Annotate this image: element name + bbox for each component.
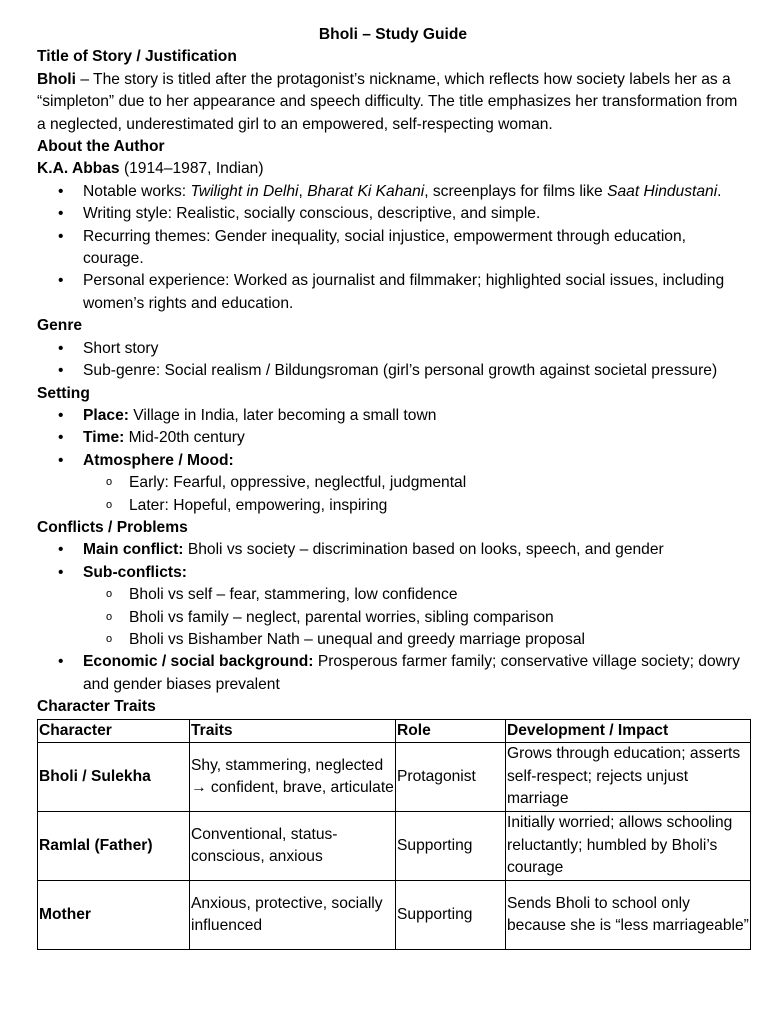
- works-end: .: [717, 182, 722, 200]
- works-separator: ,: [298, 182, 308, 200]
- role-cell: Protagonist: [396, 743, 506, 812]
- setting-list: [37, 405, 749, 517]
- author-line: [37, 158, 749, 180]
- table-row: [38, 881, 751, 950]
- author-list: [37, 181, 749, 315]
- mood-item: [37, 450, 749, 517]
- column-header-character: Character: [38, 719, 190, 742]
- author-meta: (1914–1987, Indian): [119, 160, 264, 178]
- main-conflict-label: Main conflict:: [83, 541, 184, 559]
- mood-sublist: [83, 472, 749, 517]
- place-text: Village in India, later becoming a small town: [128, 406, 437, 424]
- time-label: Time:: [83, 429, 125, 447]
- column-header-impact: Development / Impact: [506, 719, 751, 742]
- table-header-row: [38, 719, 751, 742]
- mood-later-item: o Later: Hopeful, empowering, inspiring: [37, 495, 749, 517]
- story-name: Bholi: [37, 70, 76, 88]
- work-twilight-in-delhi: Twilight in Delhi: [190, 182, 299, 200]
- main-conflict-text: Bholi vs society – discrimination based on looks, speech, and gender: [183, 541, 664, 559]
- study-guide-page: [37, 24, 749, 950]
- title-justification-heading: Title of Story / Justification: [37, 48, 237, 66]
- author-themes-item: • Recurring themes: Gender inequality, social injustice, empowerment through education, courage.: [37, 226, 749, 271]
- background-label: Economic / social background:: [83, 653, 314, 671]
- traits-cell: Conventional, status-conscious, anxious: [190, 812, 396, 881]
- works-prefix: Notable works:: [83, 182, 191, 200]
- author-heading: About the Author: [37, 138, 165, 156]
- title-justification-paragraph: [37, 69, 749, 136]
- role-cell: Supporting: [396, 881, 506, 950]
- page-title: Bholi – Study Guide: [318, 26, 468, 43]
- author-works-item: [37, 181, 749, 203]
- author-name: K.A. Abbas: [37, 160, 120, 178]
- mood-label: Atmosphere / Mood:: [83, 451, 234, 469]
- genre-heading: Genre: [37, 317, 83, 335]
- character-name-cell: Bholi / Sulekha: [38, 743, 190, 812]
- table-row: [38, 812, 751, 881]
- work-bharat-ki-kahani: Bharat Ki Kahani: [307, 182, 425, 200]
- conflicts-list: [37, 539, 749, 696]
- subgenre-item: • Sub-genre: Social realism / Bildungsroman (girl’s personal growth against societal pressure): [37, 360, 749, 382]
- sub-conflicts-item: [37, 562, 749, 652]
- character-traits-heading: Character Traits: [37, 698, 156, 716]
- impact-cell: Sends Bholi to school only because she is “less marriageable”: [506, 881, 751, 950]
- background-item: [37, 651, 749, 696]
- place-item: [37, 405, 749, 427]
- place-label: Place:: [83, 406, 129, 424]
- background-text: Prosperous farmer family; conservative village society; dowry and gender biases prevalent: [83, 653, 740, 693]
- work-saat-hindustani: Saat Hindustani: [607, 182, 718, 200]
- author-experience-item: • Personal experience: Worked as journalist and filmmaker; highlighted social issues, including women’s rights and education.: [37, 270, 749, 315]
- sub-conflicts-label: Sub-conflicts:: [83, 563, 187, 581]
- column-header-role: Role: [396, 719, 506, 742]
- table-row: [38, 743, 751, 812]
- sub-conflict-self: o Bholi vs self – fear, stammering, low confidence: [37, 584, 749, 606]
- column-header-traits: Traits: [190, 719, 396, 742]
- sub-conflicts-sublist: [83, 584, 749, 651]
- impact-cell: Initially worried; allows schooling reluctantly; humbled by Bholi’s courage: [506, 812, 751, 881]
- traits-cell: Anxious, protective, socially influenced: [190, 881, 396, 950]
- works-mid: , screenplays for films like: [424, 182, 608, 200]
- genre-list: [37, 338, 749, 383]
- traits-cell: Shy, stammering, neglected → confident, brave, articulate: [190, 743, 396, 812]
- role-cell: Supporting: [396, 812, 506, 881]
- sub-conflict-bishamber: o Bholi vs Bishamber Nath – unequal and greedy marriage proposal: [37, 629, 749, 651]
- title-justification-text: – The story is titled after the protagonist’s nickname, which reflects how society labels her as a “simpleton” due to her appearance and speech difficulty. The title emphasizes her transformation from a neglected, underestimated girl to an empowered, self-respecting woman.: [37, 70, 738, 133]
- main-conflict-item: [37, 539, 749, 561]
- genre-item: • Short story: [37, 338, 749, 360]
- character-name-cell: Mother: [38, 881, 190, 950]
- character-traits-table: [37, 719, 751, 950]
- conflicts-heading: Conflicts / Problems: [37, 518, 188, 536]
- character-name-cell: Ramlal (Father): [38, 812, 190, 881]
- time-item: [37, 427, 749, 449]
- impact-cell: Grows through education; asserts self-respect; rejects unjust marriage: [506, 743, 751, 812]
- setting-heading: Setting: [37, 384, 90, 402]
- sub-conflict-family: o Bholi vs family – neglect, parental worries, sibling comparison: [37, 607, 749, 629]
- time-text: Mid-20th century: [124, 429, 245, 447]
- mood-early-item: o Early: Fearful, oppressive, neglectful, judgmental: [37, 472, 749, 494]
- author-style-item: • Writing style: Realistic, socially conscious, descriptive, and simple.: [37, 203, 749, 225]
